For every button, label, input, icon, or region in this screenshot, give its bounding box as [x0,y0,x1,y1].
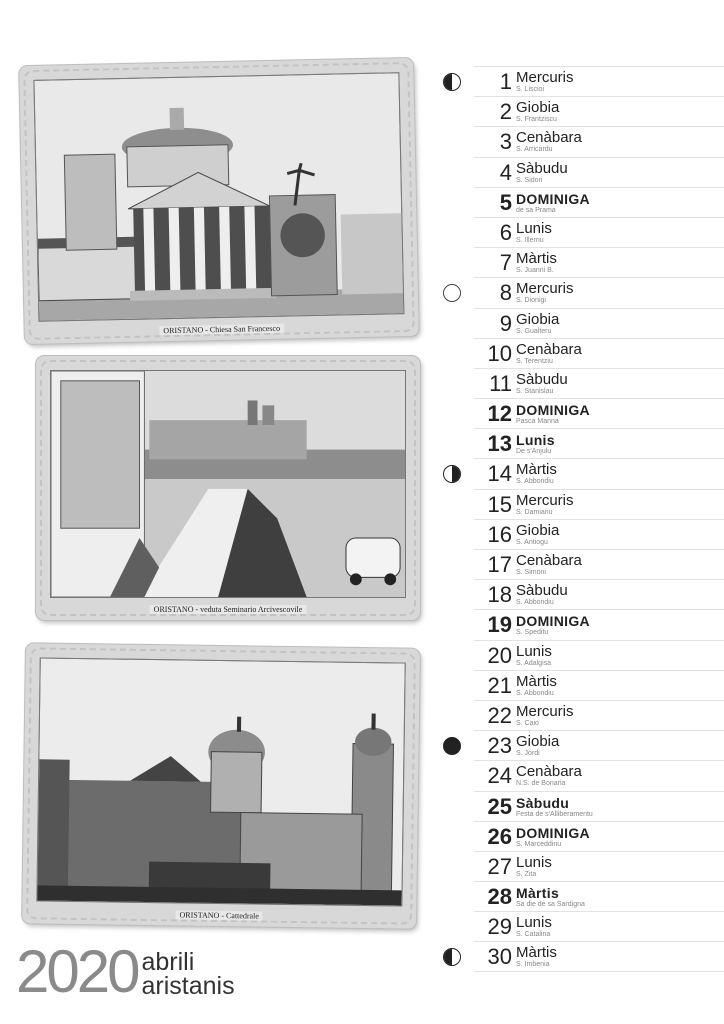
day-number: 28 [487,884,512,910]
day-number: 9 [499,310,512,336]
day-row [474,881,724,911]
month-name: abrili [141,948,195,976]
day-row [474,157,724,187]
day-list [440,66,724,972]
weekday-name: Giobia [516,733,560,751]
weekday-name: DOMINIGA [516,190,590,207]
day-row [474,96,724,126]
weekday-name: Mercuris [516,491,574,509]
saint-name: S. Abbondiu [516,599,554,607]
saint-name: S. Jordi [516,750,540,758]
weekday-name: Lunis [516,642,552,660]
saint-name: S. Speditu [516,629,549,637]
weekday-name: Cenàbara [516,340,582,358]
weekday-name: Mercuris [516,69,574,86]
day-number: 11 [489,370,512,396]
weekday-name: Màrtis [516,885,560,902]
day-number: 16 [487,521,512,547]
last-quarter-moon-icon [443,465,461,483]
weekday-name: DOMINIGA [516,613,590,630]
weekday-name: Giobia [516,310,560,328]
month-title [16,938,235,1005]
photo-chiesa-san-francesco [33,72,404,322]
full-moon-icon [443,284,461,302]
day-row [474,126,724,156]
weekday-name: DOMINIGA [516,402,590,419]
saint-name: S. Arricardu [516,146,553,154]
day-number: 12 [487,401,512,427]
day-number: 30 [487,944,512,970]
saint-name: Sa die de sa Sardigna [516,901,585,909]
day-row [474,821,724,851]
weekday-name: Sàbudu [516,794,570,811]
weekday-name: Màrtis [516,672,557,690]
weekday-name: Giobia [516,521,560,539]
saint-name: S. Juanni B. [516,267,554,275]
first-quarter-moon-icon [443,948,461,966]
day-number: 20 [487,642,512,668]
day-number: 6 [499,219,512,245]
day-number: 17 [487,552,512,577]
saint-name: S. Imbenia [516,961,550,969]
day-number: 4 [499,159,512,185]
weekday-name: Màrtis [516,461,557,479]
saint-name: S. Gualteru [516,327,552,335]
saint-name: S. Sidori [516,176,543,184]
day-number: 8 [499,280,512,306]
day-number: 7 [499,250,512,276]
day-number: 27 [487,853,512,879]
day-number: 15 [487,491,512,517]
day-row [474,609,724,639]
weekday-name: Sàbudu [516,582,568,600]
weekday-name: Cenàbara [516,129,582,147]
city-name: aristanis [141,972,235,1000]
saint-name: Pasca Manna [516,418,559,426]
weekday-name: Mercuris [516,280,574,298]
day-number: 14 [487,461,512,487]
saint-name: S. Stanislau [516,387,554,395]
photo-cattedrale [36,657,405,906]
weekday-name: Giobia [516,99,560,117]
day-row [474,670,724,700]
day-number: 29 [487,914,512,940]
day-number: 19 [487,612,512,638]
saint-name: S. Zita [516,870,537,878]
day-row [474,66,724,96]
day-number: 22 [487,702,512,728]
saint-name: S. Caio [516,719,539,727]
day-row [474,579,724,609]
weekday-name: Sàbudu [516,370,568,388]
day-row [474,700,724,730]
saint-name: S. Antiogu [516,538,548,546]
photo-card-cattedrale [22,643,420,928]
weekday-name: Lunis [516,432,555,449]
weekday-name: Lunis [516,853,552,871]
day-number: 10 [487,340,512,366]
day-number: 5 [499,189,512,215]
day-row [474,247,724,277]
day-row [474,217,724,247]
day-row [474,398,724,428]
day-number: 18 [487,582,512,608]
weekday-name: Cenàbara [516,552,582,569]
photo-seminario [50,370,406,598]
day-row [474,911,724,941]
saint-name: S. Abbondiu [516,478,554,486]
day-number: 2 [499,99,512,125]
weekday-name: Màrtis [516,250,557,268]
saint-name: Festa de s'Alliberamentu [516,810,593,818]
weekday-name: Lunis [516,219,552,237]
saint-name: De s'Anjulu [516,448,552,456]
day-row [474,851,724,881]
day-number: 1 [499,69,512,94]
weekday-name: Màrtis [516,944,557,962]
day-row [474,277,724,307]
weekday-name: Lunis [516,914,552,932]
new-moon-icon [443,737,461,755]
day-row [474,489,724,519]
day-number: 21 [487,672,512,698]
weekday-name: DOMINIGA [516,824,590,841]
day-row [474,640,724,670]
day-row [474,730,724,760]
day-number: 25 [487,793,512,819]
day-row [474,308,724,338]
day-row [474,549,724,579]
saint-name: S. Liscioi [516,86,545,93]
day-row [474,338,724,368]
saint-name: S. Adalgisa [516,659,552,667]
day-row [474,187,724,217]
first-quarter-moon-icon [443,73,461,91]
saint-name: S. Damianu [516,508,553,516]
day-row [474,428,724,458]
weekday-name: Cenàbara [516,763,582,781]
day-number: 3 [499,129,512,155]
photo-caption: ORISTANO - veduta Seminario Arcivescovile [150,605,307,614]
saint-name: N.S. de Bonaria [516,780,566,788]
weekday-name: Sàbudu [516,159,568,177]
photo-caption: ORISTANO - Cattedrale [175,910,262,920]
day-row [474,791,724,821]
month-city-label [141,950,234,998]
saint-name: S. Dionigi [516,297,546,305]
photo-card-seminario [36,356,420,620]
day-number: 13 [487,431,512,457]
saint-name: S. Catalina [516,931,551,939]
saint-name: de sa Prama [516,206,556,214]
day-row [474,519,724,549]
saint-name: S. Frantziscu [516,116,557,124]
day-row [474,941,724,971]
photo-card-chiesa-san-francesco [19,58,419,344]
weekday-name: Mercuris [516,702,574,720]
saint-name: S. Abbondiu [516,689,554,697]
day-row [474,458,724,488]
saint-name: S. Terentziu [516,357,553,365]
year-label: 2020 [16,938,138,1005]
day-row [474,368,724,398]
day-number: 26 [487,823,512,849]
photo-caption: ORISTANO - Chiesa San Francesco [159,324,284,336]
saint-name: S. Illernu [516,236,544,244]
day-number: 24 [487,763,512,789]
saint-name: S. Simoni [516,569,546,576]
saint-name: S. Marceddinu [516,840,562,848]
day-row [474,760,724,790]
day-number: 23 [487,733,512,759]
